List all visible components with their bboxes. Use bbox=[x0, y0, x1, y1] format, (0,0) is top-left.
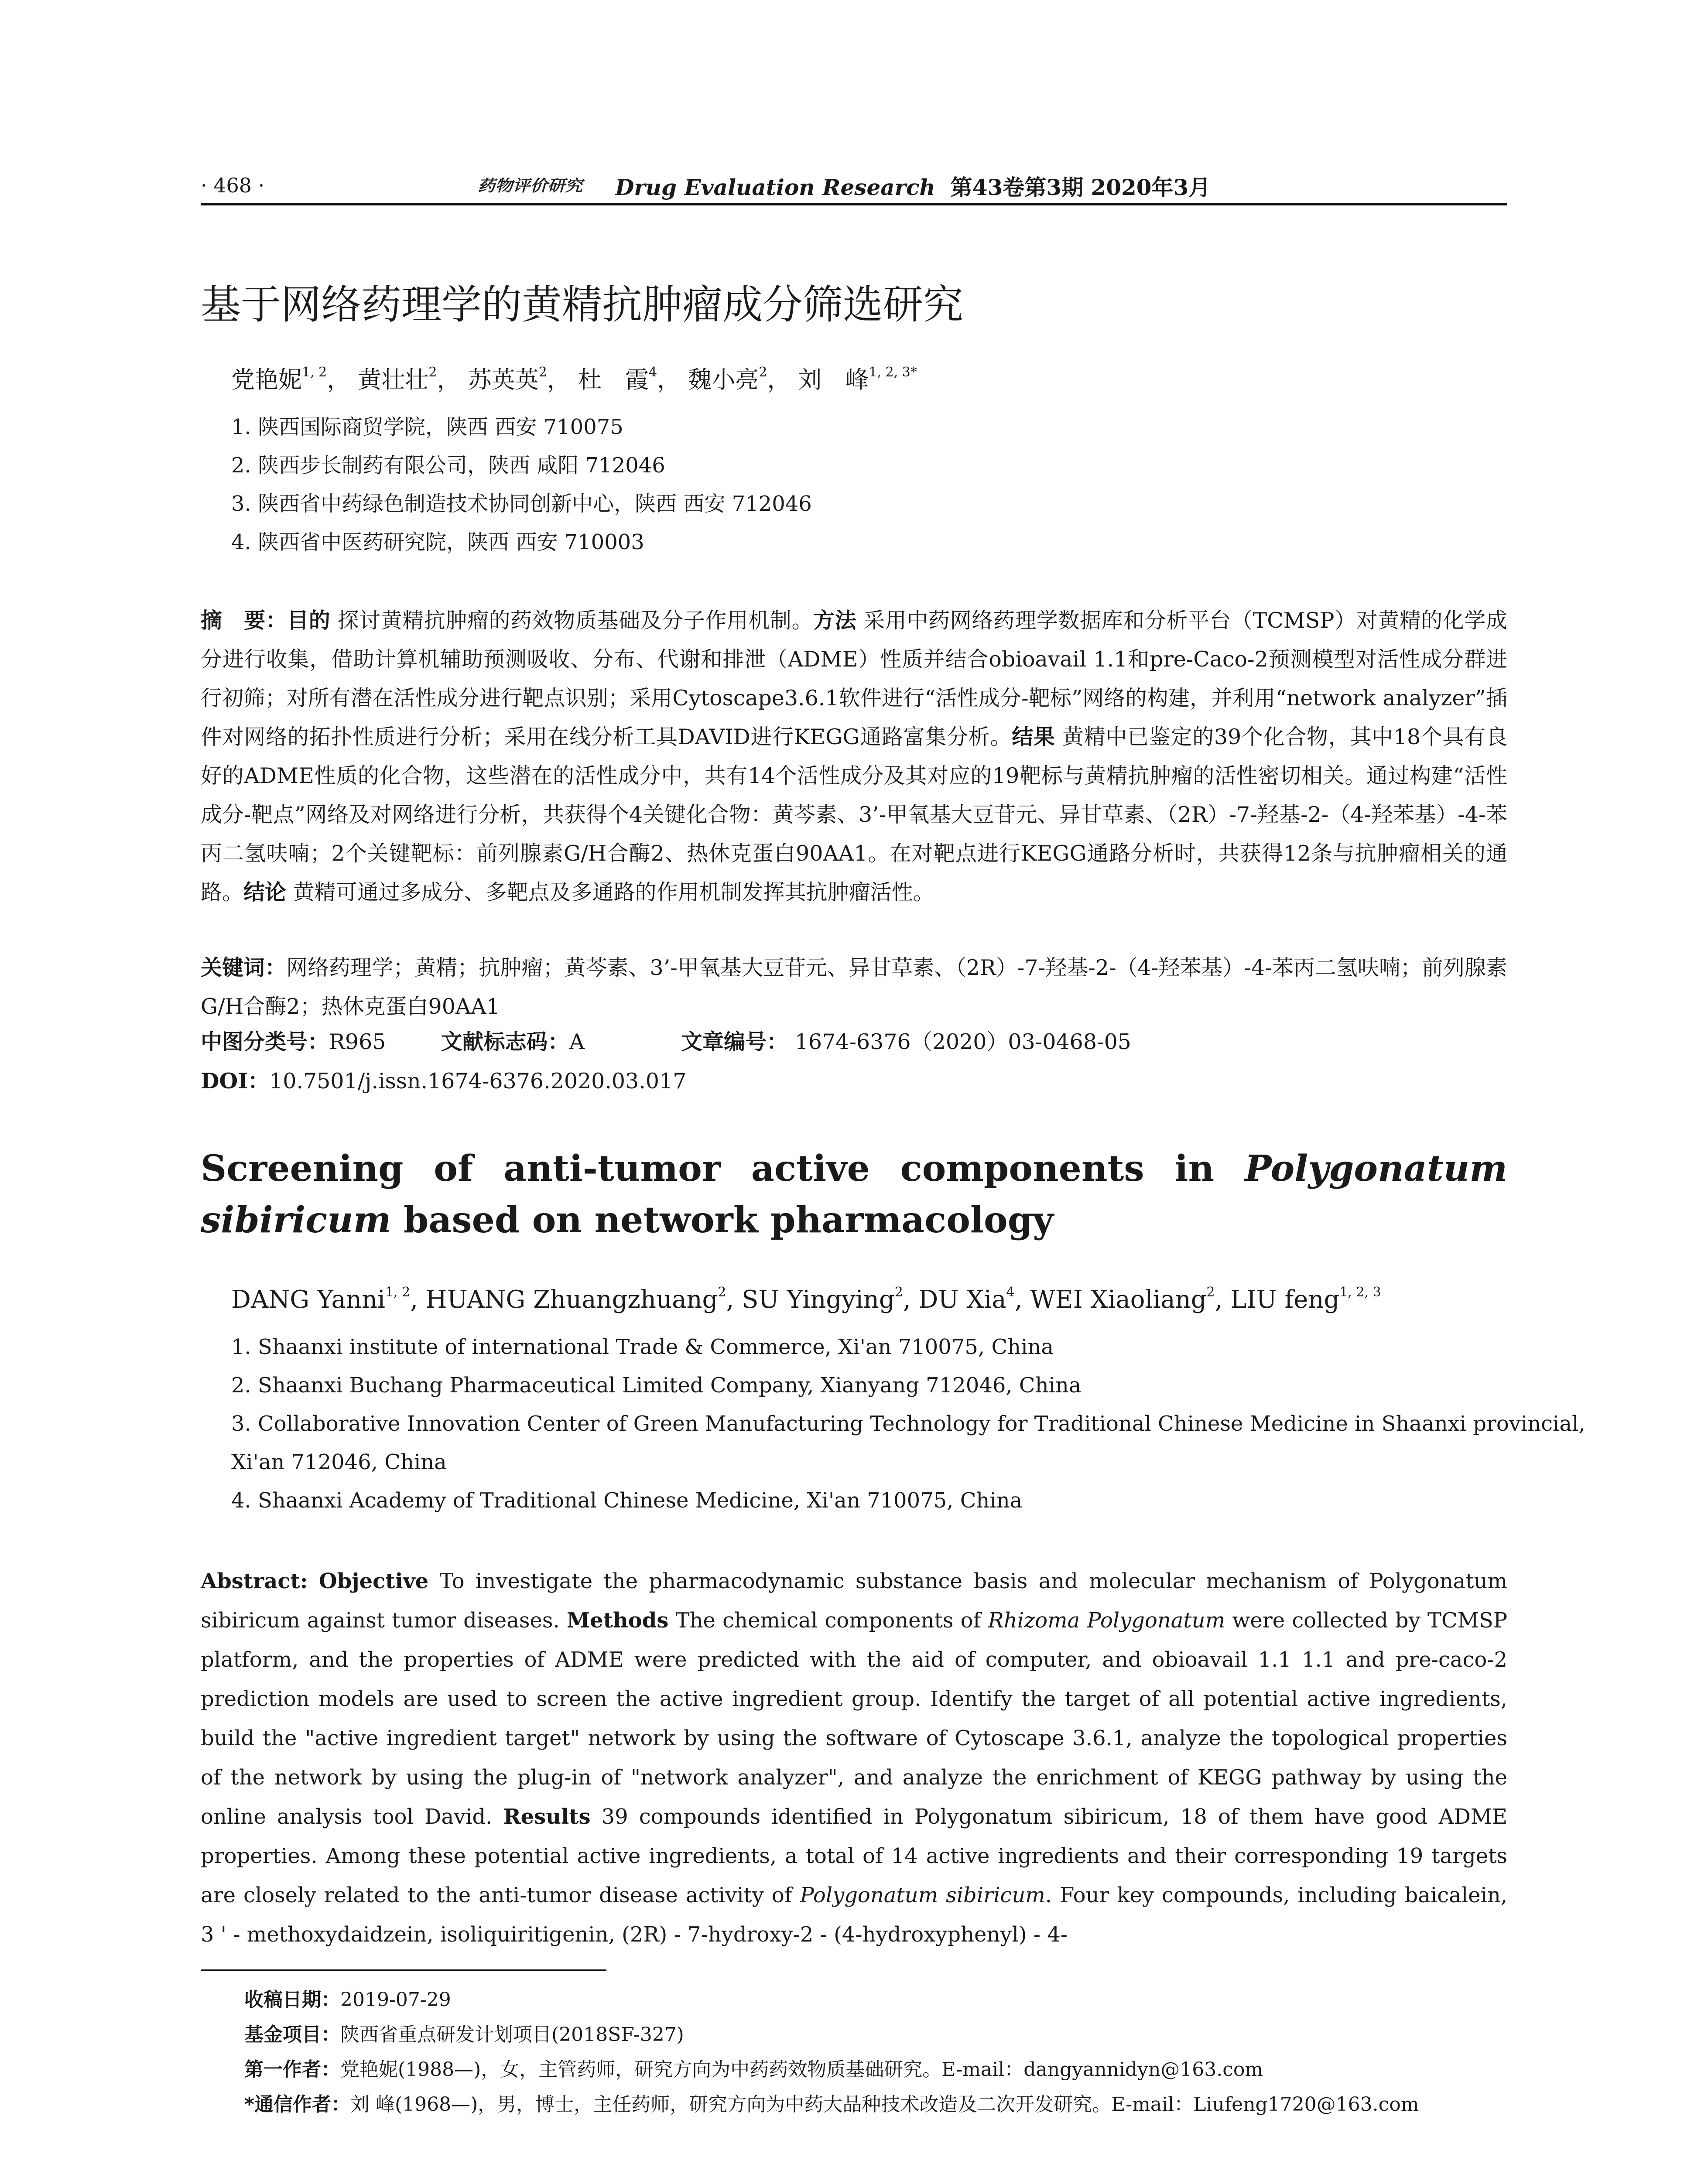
author-name: WEI Xiaoliang bbox=[1030, 1285, 1207, 1314]
author-sup: 4 bbox=[648, 365, 657, 380]
author-sup: 1, 2 bbox=[302, 365, 327, 380]
author-sup: 2 bbox=[1206, 1285, 1215, 1300]
doc-code-label: 文献标志码： bbox=[441, 1029, 569, 1054]
affiliation-en: Xi'an 712046, China bbox=[231, 1450, 447, 1474]
author-name: HUANG Zhuangzhuang bbox=[425, 1285, 718, 1314]
objective-text: 探讨黄精抗肿瘤的药效物质基础及分子作用机制。 bbox=[337, 608, 814, 633]
title-en-italic: Polygonatum sibiricum bbox=[201, 1148, 1507, 1241]
affiliation-en: 3. Collaborative Innovation Center of Green Manufacturing Technology for Traditional Chinese Medicine in Shaanxi provincial, bbox=[231, 1412, 1585, 1436]
objective-label: 目的 bbox=[287, 608, 331, 633]
footnote-rule bbox=[201, 1969, 606, 1971]
results-text: 39 compounds identified in Polygonatum sibiricum, 18 of them have good ADME properties. Among these potential active ingredients, a total of 14 active ingredients and their corresponding 19 targets are closely related to the anti-tumor disease activity of bbox=[201, 1805, 1507, 1908]
footnote-label: *通信作者： bbox=[244, 2093, 351, 2116]
affiliation-cn: 3. 陕西省中药绿色制造技术协同创新中心，陕西 西安 712046 bbox=[231, 492, 812, 516]
footnote-text: 陕西省重点研发计划项目(2018SF-327) bbox=[340, 2024, 684, 2046]
affiliation-cn: 1. 陕西国际商贸学院，陕西 西安 710075 bbox=[231, 415, 623, 439]
methods-label: Methods bbox=[567, 1608, 669, 1633]
author-sup: 1, 2, 3 bbox=[1339, 1285, 1381, 1300]
conclusion-text: 黄精可通过多成分、多靶点及多通路的作用机制发挥其抗肿瘤活性。 bbox=[293, 880, 934, 905]
footnote-label: 收稿日期： bbox=[244, 1989, 340, 2011]
results-text: 黄精中已鉴定的39个化合物，其中18个具有良好的ADME性质的化合物，这些潜在的活性成分中，共有14个活性成分及其对应的19靶标与黄精抗肿瘤的活性密切相关。通过构建“活性成分-靶点”网络及对网络进行分析，共获得个4关键化合物：黄芩素、3’-甲氧基大豆苷元、异甘草素、（2R）-7-羟基-2-（4-羟苯基）-4-苯丙二氢呋喃；2个关键靶标：前列腺素G/H合酶2、热休克蛋白90AA1。在对靶点进行KEGG通路分析时，共获得12条与抗肿瘤相关的通路。 bbox=[201, 725, 1508, 905]
journal-logo bbox=[478, 174, 587, 195]
author-sup: 2 bbox=[718, 1285, 726, 1300]
author-name: 刘 峰 bbox=[798, 366, 869, 393]
methods-text: The chemical components of bbox=[668, 1608, 988, 1633]
journal-header bbox=[615, 170, 1210, 202]
doi-label: DOI： bbox=[201, 1068, 270, 1094]
author-name: SU Yingying bbox=[742, 1285, 895, 1314]
journal-name-en: Drug Evaluation Research bbox=[615, 174, 935, 200]
results-text: . Four key compounds, including baicalein, 3 ' - methoxydaidzein, isoliquiritigenin, (2R) - 7-hydroxy-2 - (4-hydroxyphenyl) - 4- bbox=[201, 1883, 1507, 1947]
author-sup: 2 bbox=[538, 365, 547, 380]
methods-italic: Rhizoma Polygonatum bbox=[988, 1608, 1225, 1633]
clc-value: R965 bbox=[329, 1029, 386, 1054]
doc-code-value: A bbox=[569, 1029, 585, 1054]
issue-info: 第43卷第3期 2020年3月 bbox=[950, 174, 1211, 200]
author-name: DANG Yanni bbox=[231, 1285, 385, 1314]
methods-text: were collected by TCMSP platform, and the properties of ADME were predicted with the aid of computer, and obioavail 1.1 1.1 and pre-caco-2 prediction models are used to screen the active ingredient group. Identify the target of all potential active ingredients, build the "active ingredient target" network by using the software of Cytoscape 3.6.1, analyze the topological properties of the network by using the plug-in of "network analyzer", and analyze the enrichment of KEGG pathway by using the online analysis tool David. bbox=[201, 1608, 1508, 1829]
footnote-received bbox=[244, 1984, 451, 2012]
page-number: · 468 · bbox=[201, 174, 265, 197]
footnote-label: 第一作者： bbox=[244, 2058, 340, 2081]
author-name: 党艳妮 bbox=[231, 366, 302, 393]
results-label: 结果 bbox=[1012, 725, 1055, 749]
affiliation-en: 1. Shaanxi institute of international Trade & Commerce, Xi'an 710075, China bbox=[231, 1335, 1054, 1359]
author-sup: 1, 2 bbox=[385, 1285, 411, 1300]
methods-text: 采用中药网络药理学数据库和分析平台（TCMSP）对黄精的化学成分进行收集，借助计算机辅助预测吸收、分布、代谢和排泄（ADME）性质并结合obioavail 1.1和pre-Caco-2预测模型对活性成分群进行初筛；对所有潜在活性成分进行靶点识别；采用Cytoscape3.6.1软件进行“活性成分-靶标”网络的构建，并利用“network analyzer”插件对网络的拓扑性质进行分析；采用在线分析工具DAVID进行KEGG通路富集分析。 bbox=[201, 608, 1507, 749]
clc-label: 中图分类号： bbox=[201, 1029, 329, 1054]
author-name: DU Xia bbox=[918, 1285, 1006, 1314]
affiliation-cn: 4. 陕西省中医药研究院，陕西 西安 710003 bbox=[231, 530, 644, 554]
conclusion-label: 结论 bbox=[243, 880, 287, 905]
author-sup: 4 bbox=[1006, 1285, 1015, 1300]
footnote-text: 2019-07-29 bbox=[340, 1989, 451, 2011]
author-sup: 2 bbox=[894, 1285, 903, 1300]
footnote-text: 刘 峰(1968—)，男，博士，主任药师，研究方向为中药大品种技术改造及二次开发研究。E-mail：Liufeng1720@163.com bbox=[350, 2093, 1419, 2116]
keywords-cn bbox=[201, 948, 1507, 1026]
author-sup: 2 bbox=[428, 365, 437, 380]
abstract-en bbox=[201, 1562, 1507, 1954]
author-name: 苏英英 bbox=[468, 366, 539, 393]
author-name: 黄壮壮 bbox=[358, 366, 429, 393]
abstract-label: 摘 要： bbox=[201, 608, 288, 633]
article-no-value: 1674-6376（2020）03-0468-05 bbox=[794, 1029, 1131, 1054]
keywords-text: 网络药理学；黄精；抗肿瘤；黄芩素、3’-甲氧基大豆苷元、异甘草素、（2R）-7-羟基-2-（4-羟苯基）-4-苯丙二氢呋喃；前列腺素G/H合酶2；热休克蛋白90AA1 bbox=[201, 955, 1507, 1019]
objective-label: Objective bbox=[318, 1569, 429, 1593]
abstract-label: Abstract: bbox=[201, 1569, 308, 1593]
author-name: LIU feng bbox=[1230, 1285, 1340, 1314]
footnote-first-author bbox=[244, 2054, 1263, 2082]
author-name: 杜 霞 bbox=[578, 366, 649, 393]
header-rule bbox=[201, 203, 1507, 205]
author-sup: 2 bbox=[759, 365, 767, 380]
author-list-en: DANG Yanni$^{1, 2}$, HUANG Zhuangzhuang$^2$, SU Yingying$^2$, DU Xia$^4$, WEI Xiaoliang$^2$, LIU feng$^{1, 2, 3}$ bbox=[231, 1285, 1381, 1314]
abstract-cn bbox=[201, 601, 1507, 912]
doi-line bbox=[201, 1064, 686, 1095]
footnote-label: 基金项目： bbox=[244, 2024, 340, 2046]
svg-text:药物评价研究: 药物评价研究 bbox=[478, 177, 585, 195]
author-list-cn: 党艳妮$^{1, 2}$， 黄壮壮$^2$， 苏英英$^2$， 杜 霞$^4$， 魏小亮$^2$， 刘 峰$^{1, 2, 3*}$ bbox=[231, 365, 917, 393]
classification-line bbox=[201, 1025, 1131, 1056]
keywords-label: 关键词： bbox=[201, 955, 287, 980]
results-italic: Polygonatum sibiricum bbox=[800, 1883, 1045, 1908]
article-title-cn: 基于网络药理学的黄精抗肿瘤成分筛选研究 bbox=[201, 281, 964, 328]
doi-value: 10.7501/j.issn.1674-6376.2020.03.017 bbox=[269, 1069, 687, 1094]
author-sup: 1, 2, 3* bbox=[869, 365, 917, 380]
affiliation-cn: 2. 陕西步长制药有限公司，陕西 咸阳 712046 bbox=[231, 453, 665, 478]
author-name: 魏小亮 bbox=[688, 366, 759, 393]
article-no-label: 文章编号： bbox=[681, 1029, 788, 1054]
title-en-part: Screening of anti-tumor active components in bbox=[201, 1148, 1245, 1190]
affiliation-en: 4. Shaanxi Academy of Traditional Chinese Medicine, Xi'an 710075, China bbox=[231, 1488, 1023, 1513]
methods-label: 方法 bbox=[813, 608, 857, 633]
title-en-part: based on network pharmacology bbox=[391, 1199, 1054, 1241]
objective-text: To investigate the pharmacodynamic substance basis and molecular mechanism of Polygonatum sibiricum against tumor diseases. bbox=[201, 1569, 1507, 1633]
footnote-text: 党艳妮(1988—)，女，主管药师，研究方向为中药药效物质基础研究。E-mail：dangyannidyn@163.com bbox=[340, 2058, 1263, 2081]
article-title-en bbox=[201, 1143, 1507, 1246]
affiliation-en: 2. Shaanxi Buchang Pharmaceutical Limited Company, Xianyang 712046, China bbox=[231, 1373, 1082, 1398]
footnote-corresponding bbox=[244, 2089, 1419, 2116]
footnote-fund bbox=[244, 2019, 684, 2047]
results-label: Results bbox=[503, 1805, 591, 1829]
